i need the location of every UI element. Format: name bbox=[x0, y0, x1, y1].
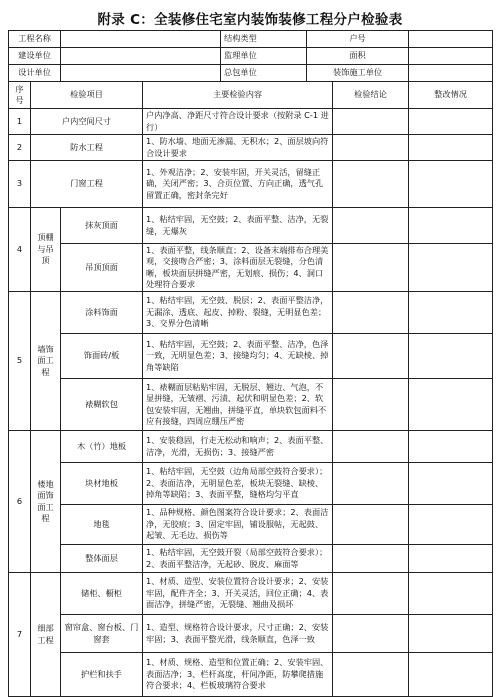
table-row bbox=[9, 505, 493, 545]
seq-header: 序号 bbox=[9, 82, 31, 109]
table-row bbox=[9, 109, 493, 135]
conclusion-cell[interactable] bbox=[333, 463, 409, 505]
structure-type-label: 结构类型 bbox=[221, 31, 307, 48]
rectification-cell[interactable] bbox=[409, 135, 493, 161]
header-row bbox=[9, 82, 493, 109]
check-item: 户内空间尺寸 bbox=[31, 109, 143, 135]
check-item: 涂料饰面 bbox=[61, 292, 143, 334]
rectification-cell[interactable] bbox=[409, 379, 493, 431]
conclusion-cell[interactable] bbox=[333, 109, 409, 135]
conclusion-cell[interactable] bbox=[333, 431, 409, 463]
check-item: 门窗工程 bbox=[31, 161, 143, 208]
conclusion-cell[interactable] bbox=[333, 208, 409, 244]
conclusion-cell[interactable] bbox=[333, 573, 409, 615]
designer-label: 设计单位 bbox=[9, 65, 61, 82]
row-number: 4 bbox=[9, 208, 31, 292]
builder-label: 建设单位 bbox=[9, 48, 61, 65]
table-row bbox=[9, 545, 493, 573]
check-content: 1、品种规格、颜色图案符合设计要求；2、表面洁净，无胶痕；3、固定牢固，铺设服帖，无起鼓、起皱、无毛边、损伤等 bbox=[143, 505, 333, 545]
check-content: 1、粘结牢固，无空鼓；2、表面平整、洁净，无裂缝，无爆灰 bbox=[143, 208, 333, 244]
group-label: 墙饰面工程 bbox=[31, 292, 61, 431]
conclusion-cell[interactable] bbox=[333, 244, 409, 292]
rectification-cell[interactable] bbox=[409, 463, 493, 505]
rectification-cell[interactable] bbox=[409, 334, 493, 379]
check-item: 窗帘盒、窗台板、门窗套 bbox=[61, 615, 143, 653]
conclusion-cell[interactable] bbox=[333, 615, 409, 653]
check-item: 裱糊软包 bbox=[61, 379, 143, 431]
form-title: 附录 C：全装修住宅室内装饰装修工程分户检验表 bbox=[97, 12, 403, 28]
content-header: 主要检验内容 bbox=[143, 82, 333, 109]
conclusion-cell[interactable] bbox=[333, 505, 409, 545]
group-label: 细部工程 bbox=[31, 573, 61, 697]
rectification-cell[interactable] bbox=[409, 615, 493, 653]
rectification-cell[interactable] bbox=[409, 505, 493, 545]
table-row bbox=[9, 135, 493, 161]
check-item: 整体面层 bbox=[61, 545, 143, 573]
conclusion-cell[interactable] bbox=[333, 653, 409, 697]
conclusion-cell[interactable] bbox=[333, 379, 409, 431]
rectification-cell[interactable] bbox=[409, 244, 493, 292]
table-row bbox=[9, 573, 493, 615]
check-item: 饰面砖/板 bbox=[61, 334, 143, 379]
designer-field[interactable] bbox=[61, 65, 221, 82]
check-content: 1、外观洁净；2、安装牢固，开关灵活，留缝正确，关闭严密；3、合页位置、方向正确，透气孔留置正确，密封条完好 bbox=[143, 161, 333, 208]
contractor-label: 总包单位 bbox=[221, 65, 307, 82]
rectification-cell[interactable] bbox=[409, 573, 493, 615]
decoration-contractor-label: 装饰施工单位 bbox=[307, 65, 409, 82]
rectification-cell[interactable] bbox=[409, 109, 493, 135]
conclusion-cell[interactable] bbox=[333, 161, 409, 208]
table-row bbox=[9, 292, 493, 334]
row-number: 6 bbox=[9, 431, 31, 573]
check-item: 吊顶顶面 bbox=[61, 244, 143, 292]
info-row-3 bbox=[9, 65, 493, 82]
table-row bbox=[9, 463, 493, 505]
table-row bbox=[9, 379, 493, 431]
info-row-1 bbox=[9, 31, 493, 48]
row-number: 3 bbox=[9, 161, 31, 208]
table-row bbox=[9, 615, 493, 653]
check-item: 防水工程 bbox=[31, 135, 143, 161]
check-item: 木（竹）地板 bbox=[61, 431, 143, 463]
rectification-cell[interactable] bbox=[409, 545, 493, 573]
check-content: 1、材质、造型、安装位置符合设计要求；2、安装牢固，配件齐全；3、开关灵活，回位正确；4、表面洁净，拼缝严密，无裂缝、翘曲及损坏 bbox=[143, 573, 333, 615]
rectification-header: 整改情况 bbox=[409, 82, 493, 109]
group-label: 顶棚与吊顶 bbox=[31, 208, 61, 292]
check-item: 护栏和扶手 bbox=[61, 653, 143, 697]
check-item: 块材地板 bbox=[61, 463, 143, 505]
area-field[interactable] bbox=[409, 48, 493, 65]
check-content: 1、粘结牢固，无空鼓、脱层；2、表面平整洁净，无漏涂、透底、起皮、掉粉、裂缝，无明显色差；3、交界分色清晰 bbox=[143, 292, 333, 334]
conclusion-cell[interactable] bbox=[333, 135, 409, 161]
check-content: 1、粘结牢固，无空鼓（边角局部空鼓符合要求）；2、表面洁净，无明显色差，板块无裂缝、缺棱、掉角等缺陷；3、表面平整，缝格均匀平直 bbox=[143, 463, 333, 505]
row-number: 1 bbox=[9, 109, 31, 135]
check-content: 1、材质、规格、造型和位置正确；2、安装牢固、表面洁净；3、栏杆高度，杆间净距，防攀爬措施符合要求；4、栏板玻璃符合要求 bbox=[143, 653, 333, 697]
row-number: 5 bbox=[9, 292, 31, 431]
rectification-cell[interactable] bbox=[409, 208, 493, 244]
supervisor-label: 监理单位 bbox=[221, 48, 307, 65]
rectification-cell[interactable] bbox=[409, 431, 493, 463]
check-item: 抹灰顶面 bbox=[61, 208, 143, 244]
check-content: 1、造型、规格符合设计要求，尺寸正确；2、安装牢固；3、表面平整光滑，线条顺直，色泽一致 bbox=[143, 615, 333, 653]
table-row bbox=[9, 244, 493, 292]
row-number: 2 bbox=[9, 135, 31, 161]
project-name-label: 工程名称 bbox=[9, 31, 61, 48]
conclusion-cell[interactable] bbox=[333, 545, 409, 573]
check-item: 地毯 bbox=[61, 505, 143, 545]
inspection-table bbox=[8, 30, 493, 697]
check-content: 1、粘结牢固，无空鼓；2、表面平整、洁净，色泽一致，无明显色差；3、接缝均匀；4、无缺棱、掉角等缺陷 bbox=[143, 334, 333, 379]
check-content: 1、裱糊面层粘贴牢固，无脱层、翘边、气泡，不显拼缝，无皱褶、污渍、起伏和明显色差；2、软包安装牢固，无翘曲，拼缝平直，单块软包面料不应有接缝，四周应绷压严密 bbox=[143, 379, 333, 431]
check-content: 1、防水墙、地面无渗漏、无积水；2、面层坡向符合设计要求 bbox=[143, 135, 333, 161]
check-item: 储柜、橱柜 bbox=[61, 573, 143, 615]
check-content: 1、表面平整，线条顺直；2、设备末端排布合理美观，交接吻合严密；3、涂料面层无裂缝，分色清晰，板块面层拼缝严密，无划痕、损伤；4、洞口处理符合要求 bbox=[143, 244, 333, 292]
unit-no-field[interactable] bbox=[409, 31, 493, 48]
table-row bbox=[9, 431, 493, 463]
info-row-2 bbox=[9, 48, 493, 65]
conclusion-header: 检验结论 bbox=[333, 82, 409, 109]
conclusion-cell[interactable] bbox=[333, 334, 409, 379]
row-number: 7 bbox=[9, 573, 31, 697]
table-row bbox=[9, 161, 493, 208]
table-row bbox=[9, 334, 493, 379]
rectification-cell[interactable] bbox=[409, 292, 493, 334]
table-row bbox=[9, 208, 493, 244]
group-label: 楼地面饰面工程 bbox=[31, 431, 61, 573]
item-header: 检验项目 bbox=[31, 82, 143, 109]
builder-field[interactable] bbox=[61, 48, 221, 65]
rectification-cell[interactable] bbox=[409, 653, 493, 697]
check-content: 1、安装稳固，行走无松动和响声；2、表面平整、洁净，光滑，无损伤；3、接缝严密 bbox=[143, 431, 333, 463]
check-content: 1、粘结牢固，无空鼓开裂（局部空鼓符合要求）；2、表面平整洁净，无起砂、脱皮、麻面等 bbox=[143, 545, 333, 573]
project-name-field[interactable] bbox=[61, 31, 221, 48]
decoration-contractor-field[interactable] bbox=[409, 65, 493, 82]
check-content: 户内净高、净距尺寸符合设计要求（按附录 C-1 进行） bbox=[143, 109, 333, 135]
rectification-cell[interactable] bbox=[409, 161, 493, 208]
conclusion-cell[interactable] bbox=[333, 292, 409, 334]
unit-no-label: 户号 bbox=[307, 31, 409, 48]
area-label: 面积 bbox=[307, 48, 409, 65]
table-row bbox=[9, 653, 493, 697]
